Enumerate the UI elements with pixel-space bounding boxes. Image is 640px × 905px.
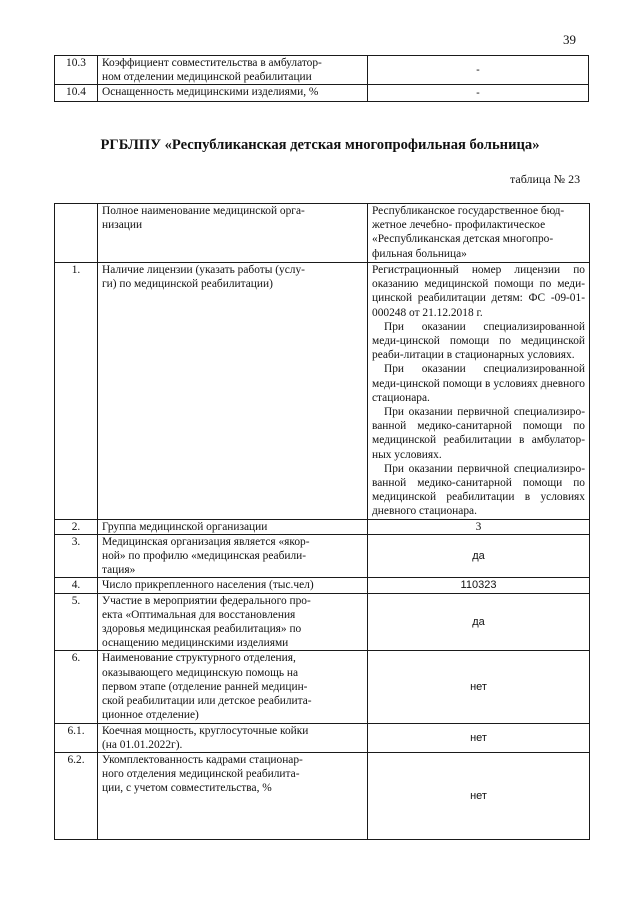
row-number: 6.2. [55, 752, 98, 839]
license-paragraph: При оказании специализированной меди-цинской помощи по медицинской реаби-литации в стационарных условиях. [372, 320, 585, 362]
table-row [55, 263, 590, 520]
license-paragraph: При оказании первичной специализиро-ванной медико-санитарной помощи по медицинской реабилитации в условиях дневного стационара. [372, 462, 585, 518]
row-label: Число прикрепленного населения (тыс.чел) [98, 578, 368, 593]
license-details [368, 263, 590, 520]
continuation-table [54, 55, 589, 102]
row-label: Группа медицинской организации [98, 519, 368, 534]
row-number: 3. [55, 534, 98, 578]
page-number: 39 [563, 32, 576, 47]
table-row [55, 723, 590, 752]
table-row [55, 534, 590, 578]
license-paragraph: При оказании специализированной меди-цинской помощи в условиях дневного стационара. [372, 363, 585, 404]
row-number: 4. [55, 578, 98, 593]
section-heading: РГБЛПУ «Республиканская детская многопрофильная больница» [100, 137, 540, 153]
table-row [55, 593, 590, 651]
row-number: 1. [55, 263, 98, 520]
table-row [55, 56, 589, 85]
table-row [55, 651, 590, 723]
table-row [55, 519, 590, 534]
table-row [55, 578, 590, 593]
row-number: 2. [55, 519, 98, 534]
table-header-row [55, 204, 590, 263]
row-value: Республиканское государственное бюд- жетное лечебно- профилактическое «Республиканская детская многопро- фильная больница» [368, 204, 590, 263]
row-value: - [368, 85, 589, 102]
row-label: Укомплектованность кадрами стационар- ного отделения медицинской реабилита- ции, с учетом совместительства, % [98, 752, 368, 839]
row-label: Участие в мероприятии федерального про- екта «Оптимальная для восстановления здоровья медицинская реабилитация» по оснащению медицинскими изделиями [98, 593, 368, 651]
row-number: 10.4 [55, 85, 98, 102]
license-paragraph: Регистрационный номер лицензии по оказанию медицинской помощи по меди-цинской реабилитации детям: ФС -09-01-000248 от 21.12.2018 г. [372, 264, 585, 319]
row-number: 6. [55, 651, 98, 723]
row-value: 3 [368, 519, 590, 534]
license-paragraph: При оказании первичной специализиро-ванной медико-санитарной помощи по медицинской реабилитации в амбулатор-ных условиях. [372, 406, 585, 461]
row-value: нет [368, 752, 590, 839]
row-number: 5. [55, 593, 98, 651]
row-value: 110323 [368, 578, 590, 593]
table-row [55, 85, 589, 102]
row-number: 6.1. [55, 723, 98, 752]
row-label: Коечная мощность, круглосуточные койки (на 01.01.2022г). [98, 723, 368, 752]
row-label: Наличие лицензии (указать работы (услу- ги) по медицинской реабилитации) [98, 263, 368, 520]
row-value: да [368, 534, 590, 578]
row-label: Полное наименование медицинской орга- низации [98, 204, 368, 263]
organization-table [54, 203, 590, 840]
row-value: - [368, 56, 589, 85]
row-label: Медицинская организация является «якор- ной» по профилю «медицинская реабили- тация» [98, 534, 368, 578]
table-caption: таблица № 23 [510, 172, 581, 186]
row-label: Оснащенность медицинскими изделиями, % [98, 85, 368, 102]
row-number [55, 204, 98, 263]
table-row [55, 752, 590, 839]
row-value: да [368, 593, 590, 651]
row-value: нет [368, 723, 590, 752]
row-label: Наименование структурного отделения, оказывающего медицинскую помощь на первом этапе (отделение ранней медицин- ской реабилитации или детское реабилита- ционное отделение) [98, 651, 368, 723]
row-number: 10.3 [55, 56, 98, 85]
row-value: нет [368, 651, 590, 723]
row-label: Коэффициент совместительства в амбулатор- ном отделении медицинской реабилитации [98, 56, 368, 85]
